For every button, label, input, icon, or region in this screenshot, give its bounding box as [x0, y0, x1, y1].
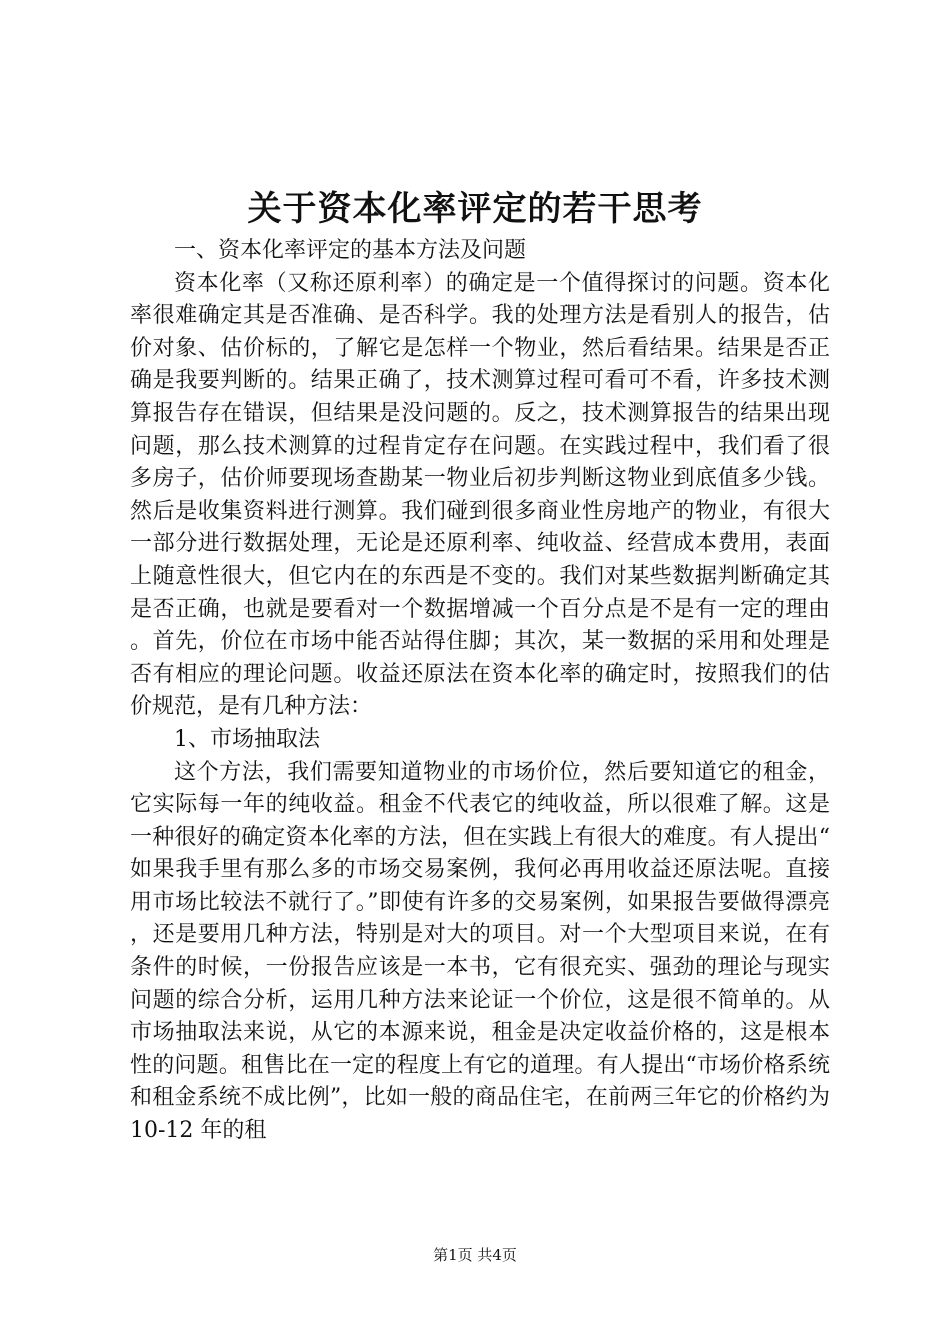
page-number: 第1页 共4页 — [433, 1246, 517, 1264]
subheading: 1、市场抽取法 — [174, 726, 320, 752]
page-footer — [0, 1244, 950, 1266]
paragraph: 资本化率（又称还原利率）的确定是一个值得探讨的问题。资本化率很难确定其是否准确、是否科学。我的处理方法是看别人的报告，估价对象、估价标的，了解它是怎样一个物业，然后看结果。结果是否正确是我要判断的。结果正确了，技术测算过程可看可不看，许多技术测算报告存在错误，但结果是没问题的。反之，技术测算报告的结果出现问题，那么技术测算的过程肯定存在问题。在实践过程中，我们看了很多房子，估价师要现场查勘某一物业后初步判断这物业到底值多少钱。然后是收集资料进行测算。我们碰到很多商业性房地产的物业，有很大一部分进行数据处理，无论是还原利率、纯收益、经营成本费用，表面上随意性很大，但它内在的东西是不变的。我们对某些数据判断确定其是否正确，也就是要看对一个数据增减一个百分点是不是有一定的理由。首先，价位在市场中能否站得住脚；其次，某一数据的采用和处理是否有相应的理论问题。收益还原法在资本化率的确定时，按照我们的估价规范，是有几种方法： — [130, 270, 830, 720]
section-heading: 一、资本化率评定的基本方法及问题 — [174, 238, 527, 263]
paragraph: 这个方法，我们需要知道物业的市场价位，然后要知道它的租金，它实际每一年的纯收益。租金不代表它的纯收益，所以很难了解。这是一种很好的确定资本化率的方法，但在实践上有很大的难度。有人提出“如果我手里有那么多的市场交易案例，我何必再用收益还原法呢。直接用市场比较法不就行了。”即使有许多的交易案例，如果报告要做得漂亮，还是要用几种方法，特别是对大的项目。对一个大型项目来说，在有条件的时候，一份报告应该是一本书，它有很充实、强劲的理论与现实问题的综合分析，运用几种方法来论证一个价位，这是很不简单的。从市场抽取法来说，从它的本源来说，租金是决定收益价格的，这是根本性的问题。租售比在一定的程度上有它的道理。有人提出“市场价格系统和租金系统不成比例”，比如一般的商品住宅，在前两三年它的价格约为 10-12 年的租 — [130, 759, 830, 1144]
document-body — [130, 235, 830, 1148]
document-title: 关于资本化率评定的若干思考 — [247, 189, 703, 229]
